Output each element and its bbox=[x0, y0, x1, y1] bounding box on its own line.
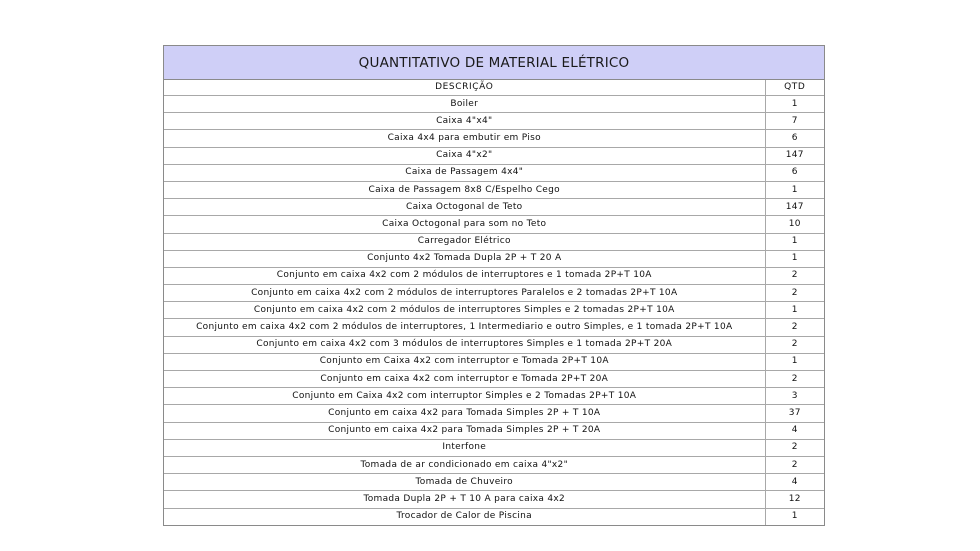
quantity-header: QTD bbox=[765, 80, 824, 96]
item-description: Interfone bbox=[164, 439, 765, 456]
table-row bbox=[164, 130, 824, 147]
item-quantity: 3 bbox=[765, 388, 824, 405]
table-body bbox=[164, 96, 824, 525]
item-quantity: 1 bbox=[765, 96, 824, 113]
item-description: Conjunto em Caixa 4x2 com interruptor e Tomada 2P+T 10A bbox=[164, 353, 765, 370]
item-quantity: 1 bbox=[765, 302, 824, 319]
item-quantity: 2 bbox=[765, 371, 824, 388]
item-description: Tomada de ar condicionado em caixa 4"x2" bbox=[164, 456, 765, 473]
item-quantity: 37 bbox=[765, 405, 824, 422]
item-quantity: 2 bbox=[765, 267, 824, 284]
item-description: Caixa 4"x2" bbox=[164, 147, 765, 164]
item-description: Caixa 4"x4" bbox=[164, 113, 765, 130]
table-row bbox=[164, 302, 824, 319]
item-quantity: 147 bbox=[765, 147, 824, 164]
table-row bbox=[164, 456, 824, 473]
item-quantity: 1 bbox=[765, 181, 824, 198]
item-quantity: 1 bbox=[765, 250, 824, 267]
table-row bbox=[164, 353, 824, 370]
item-quantity: 1 bbox=[765, 353, 824, 370]
item-quantity: 7 bbox=[765, 113, 824, 130]
table-row bbox=[164, 319, 824, 336]
table-row bbox=[164, 267, 824, 284]
table-row bbox=[164, 474, 824, 491]
item-description: Conjunto 4x2 Tomada Dupla 2P + T 20 A bbox=[164, 250, 765, 267]
item-description: Caixa de Passagem 8x8 C/Espelho Cego bbox=[164, 181, 765, 198]
table-row bbox=[164, 199, 824, 216]
item-quantity: 2 bbox=[765, 319, 824, 336]
table-title: QUANTITATIVO DE MATERIAL ELÉTRICO bbox=[164, 46, 824, 80]
table-row bbox=[164, 250, 824, 267]
item-description: Trocador de Calor de Piscina bbox=[396, 511, 532, 522]
item-description: Caixa Octogonal de Teto bbox=[164, 199, 765, 216]
item-quantity: 10 bbox=[765, 216, 824, 233]
item-quantity: 4 bbox=[765, 474, 824, 491]
table-row bbox=[164, 164, 824, 181]
item-quantity: 2 bbox=[765, 439, 824, 456]
item-quantity: 2 bbox=[765, 456, 824, 473]
item-quantity: 1 bbox=[765, 233, 824, 250]
table-row bbox=[164, 371, 824, 388]
item-description: Caixa 4x4 para embutir em Piso bbox=[164, 130, 765, 147]
table-row bbox=[164, 439, 824, 456]
item-description: Conjunto em caixa 4x2 com 2 módulos de interruptores Paralelos e 2 tomadas 2P+T 10A bbox=[164, 285, 765, 302]
item-description: Carregador Elétrico bbox=[164, 233, 765, 250]
item-description: Tomada Dupla 2P + T 10 A para caixa 4x2 bbox=[164, 491, 765, 508]
table-row bbox=[164, 508, 824, 525]
header-row bbox=[164, 80, 824, 96]
item-quantity: 6 bbox=[765, 130, 824, 147]
material-table bbox=[164, 80, 824, 525]
item-description: Caixa de Passagem 4x4" bbox=[164, 164, 765, 181]
table-row bbox=[164, 491, 824, 508]
table-row bbox=[164, 405, 824, 422]
table-row bbox=[164, 216, 824, 233]
item-description: Conjunto em caixa 4x2 com interruptor e Tomada 2P+T 20A bbox=[164, 371, 765, 388]
item-description: Conjunto em caixa 4x2 com 2 módulos de interruptores Simples e 2 tomadas 2P+T 10A bbox=[164, 302, 765, 319]
item-description: Conjunto em caixa 4x2 para Tomada Simples 2P + T 20A bbox=[164, 422, 765, 439]
item-quantity: 1 bbox=[765, 508, 824, 525]
material-table-panel bbox=[163, 45, 825, 526]
table-row bbox=[164, 233, 824, 250]
description-header: DESCRIÇÃO bbox=[164, 80, 765, 96]
table-row bbox=[164, 336, 824, 353]
table-row bbox=[164, 113, 824, 130]
table-row bbox=[164, 388, 824, 405]
table-row bbox=[164, 181, 824, 198]
table-row bbox=[164, 422, 824, 439]
item-quantity: 4 bbox=[765, 422, 824, 439]
item-quantity: 2 bbox=[765, 336, 824, 353]
item-description: Tomada de Chuveiro bbox=[164, 474, 765, 491]
table-row bbox=[164, 147, 824, 164]
item-quantity: 12 bbox=[765, 491, 824, 508]
item-quantity: 2 bbox=[765, 285, 824, 302]
table-row bbox=[164, 285, 824, 302]
item-description: Caixa Octogonal para som no Teto bbox=[164, 216, 765, 233]
table-row bbox=[164, 96, 824, 113]
item-quantity: 6 bbox=[765, 164, 824, 181]
item-description: Conjunto em Caixa 4x2 com interruptor Simples e 2 Tomadas 2P+T 10A bbox=[164, 388, 765, 405]
item-quantity: 147 bbox=[765, 199, 824, 216]
item-description: Conjunto em caixa 4x2 com 3 módulos de interruptores Simples e 1 tomada 2P+T 20A bbox=[164, 336, 765, 353]
item-description: Conjunto em caixa 4x2 para Tomada Simples 2P + T 10A bbox=[164, 405, 765, 422]
item-description: Conjunto em caixa 4x2 com 2 módulos de interruptores, 1 Intermediario e outro Simples, e 1 tomada 2P+T 10A bbox=[164, 319, 765, 336]
item-description: Conjunto em caixa 4x2 com 2 módulos de interruptores e 1 tomada 2P+T 10A bbox=[164, 267, 765, 284]
item-description: Boiler bbox=[164, 96, 765, 113]
